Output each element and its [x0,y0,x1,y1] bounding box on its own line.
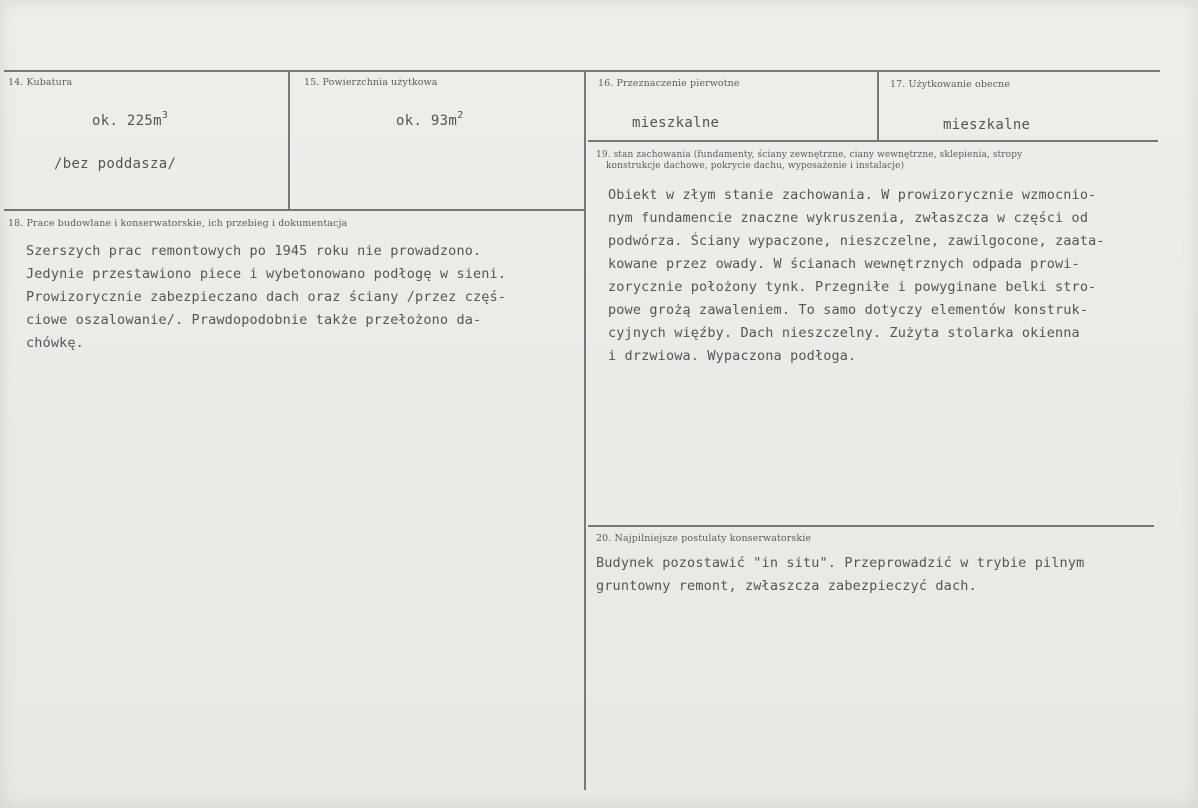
rule-above-20 [588,525,1154,527]
field-19-line: zorycznie położony tynk. Przegniłe i powyginane belki stro- [608,279,1097,295]
area-unit-sup: 2 [457,110,464,121]
field-17-value: mieszkalne [943,117,1031,133]
top-rule [4,70,1160,72]
field-19-text [608,184,1105,368]
field-18-line: Jedynie przestawiono piece i wybetonowano podłogę w sieni. [26,266,507,282]
field-14-label: 14. Kubatura [8,77,73,88]
area-value: ok. 93m [396,113,458,129]
rule-below-16-17 [588,140,1158,142]
field-16-label: 16. Przeznaczenie pierwotne [598,78,740,89]
field-19-label-line-1: 19. stan zachowania (fundamenty, ściany zewnętrzne, ciany wewnętrzne, sklepienia, stropy [596,150,1023,160]
field-19-line: kowane przez owady. W ścianach wewnętrznych odpada prowi- [608,256,1080,272]
cubature-value: ok. 225m [92,113,162,129]
field-18-line: Szerszych prac remontowych po 1945 roku nie prowadzono. [26,243,482,259]
field-19-label [596,150,1022,172]
field-18-text [26,240,506,355]
field-19-line: i drzwiowa. Wypaczona podłoga. [608,348,857,364]
field-15-value [396,110,464,129]
field-18-line: ciowe oszalowanie/. Prawdopodobnie także przełożono da- [26,312,482,328]
field-19-line: podwórza. Ściany wypaczone, nieszczelne, zawilgocone, zaata- [608,233,1105,249]
field-20-text [596,552,1084,598]
divider-14-15 [288,70,290,210]
field-18-label: 18. Prace budowlane i konserwatorskie, ich przebieg i dokumentacja [8,218,348,229]
field-14-note: /bez poddasza/ [54,156,177,172]
field-16-value: mieszkalne [632,115,720,131]
field-20-label: 20. Najpilniejsze postulaty konserwatorskie [596,533,812,544]
field-18-line: chówkę. [26,335,84,351]
field-19-line: cyjnych więźby. Dach nieszczelny. Zużyta stolarka okienna [608,325,1080,341]
rule-below-14-15 [4,209,585,211]
field-19-line: Obiekt w złym stanie zachowania. W prowizorycznie wzmocnio- [608,187,1097,203]
divider-16-17 [877,72,879,142]
field-17-label: 17. Użytkowanie obecne [890,79,1011,90]
field-20-line: Budynek pozostawić "in situ". Przeprowadzić w trybie pilnym [596,555,1085,571]
field-18-line: Prowizorycznie zabezpieczano dach oraz ściany /przez częś- [26,289,507,305]
field-19-line: nym fundamencie znaczne wykruszenia, zwłaszcza w części od [608,210,1089,226]
field-19-line: powe grożą zawaleniem. To samo dotyczy elementów konstruk- [608,302,1089,318]
field-14-value [92,110,169,129]
field-20-line: gruntowny remont, zwłaszcza zabezpieczyć dach. [596,578,977,594]
field-19-label-line-2: konstrukcje dachowe, pokrycie dachu, wyposażenie i instalacje) [606,161,905,171]
cubature-unit-sup: 3 [161,110,169,121]
field-15-label: 15. Powierzchnia użytkowa [304,77,438,88]
main-vertical-divider [584,70,586,790]
